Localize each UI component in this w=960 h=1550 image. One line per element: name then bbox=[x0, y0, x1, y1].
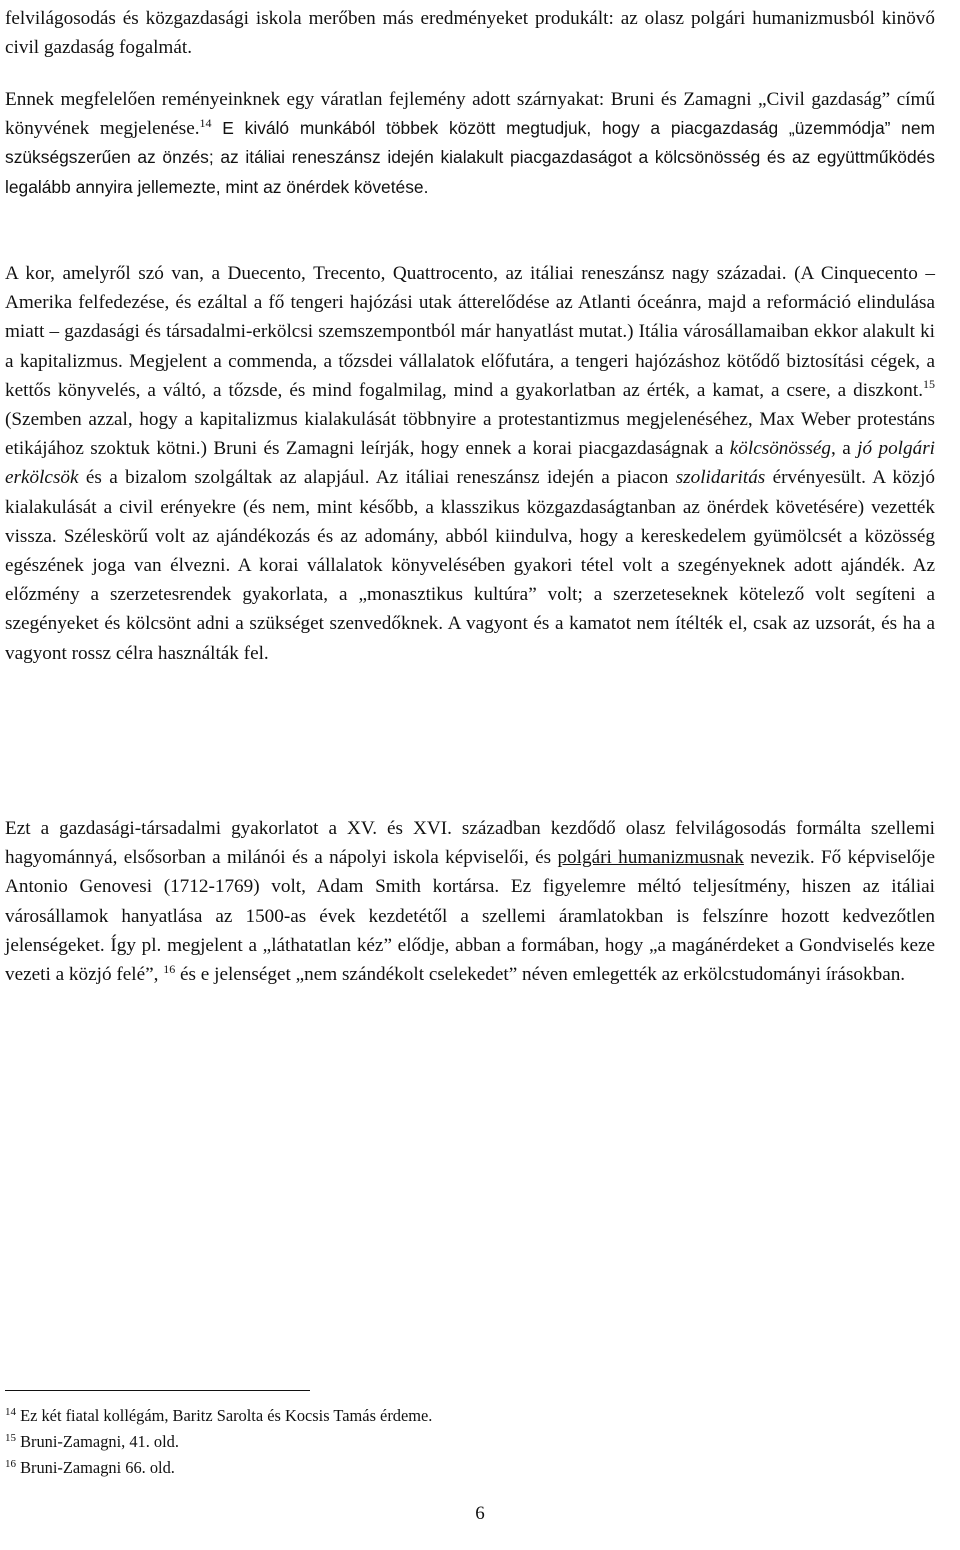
footnote-ref-16[interactable]: 16 bbox=[163, 961, 176, 976]
paragraph-4-part-3: és e jelenséget „nem szándékolt cselekedet” néven emlegették az erkölcstudományi írásokban. bbox=[175, 964, 906, 986]
footnote-14 bbox=[5, 1403, 905, 1429]
paragraph-3-part-1: A kor, amelyről szó van, a Duecento, Trecento, Quattrocento, az itáliai reneszánsz nagy századai. (A Cinquecento – Amerika felfedezése, és ezáltal a fő tengeri hajózási utak átterelődése az Atlanti óceánra, majd a reformáció elindulása miatt – gazdasági és társadalmi-erkölcsi szemszempontból már hanyatlást mutat.) Itália városállamaiban ekkor alakult ki a kapitalizmus. Megjelent a commenda, a tőzsdei vállalatok előfutára, a tengeri hajózáshoz kötődő biztosítási cégek, a kettős könyvelés, a váltó, a tőzsde, és mind fogalmilag, mind a gyakorlatban az érték, a kamat, a csere, a diszkont. bbox=[5, 263, 935, 401]
paragraph-3-part-3: , a bbox=[831, 438, 858, 460]
footnotes bbox=[5, 1403, 905, 1481]
italic-term-kolcsonosseg: kölcsönösség bbox=[729, 438, 832, 460]
footnote-number: 15 bbox=[5, 1431, 16, 1444]
footnote-16 bbox=[5, 1455, 905, 1481]
italic-term-szolidaritas: szolidaritás bbox=[675, 467, 766, 489]
paragraph-bruni-zamagni bbox=[5, 85, 935, 202]
footnote-15 bbox=[5, 1429, 905, 1455]
paragraph-3-part-4: és a bizalom szolgáltak az alapjául. Az itáliai reneszánsz idején a piacon bbox=[78, 467, 676, 489]
footnote-text: Bruni-Zamagni, 41. old. bbox=[16, 1432, 179, 1451]
underlined-term-polgari-humanizmus: polgári humanizmusnak bbox=[557, 847, 744, 869]
footnote-text: Ez két fiatal kollégám, Baritz Sarolta és Kocsis Tamás érdeme. bbox=[16, 1406, 433, 1425]
footnote-ref-15[interactable]: 15 bbox=[923, 377, 935, 392]
paragraph-3-part-5: érvényesült. A közjó kialakulását a civil erényekre (és nem, mint később, a klasszikus közgazdaságtanban az önérdek követésére) vezették vissza. Széleskörű volt az ajándékozás és az adomány, abból kiindulva, hogy a kereskedelem gyümölcsét a közösség egészének joga van élvezni. A korai vállalatok könyvelésében gyakori tétel volt a szegényeknek adott ajándék. Az előzmény a szerzetesrendek gyakorlata, a „monasztikus kultúra” volt; a szerzeteseknek kötelező volt segíteni a szegényeket és kölcsönt adni a szükséget szenvedőknek. A vagyont és a kamatot nem ítélték el, csak az uzsorát, és ha a vagyont rossz célra használták fel. bbox=[5, 467, 935, 664]
footnote-number: 14 bbox=[5, 1405, 16, 1418]
paragraph-2-part-2: E kiváló munkából többek között megtudjuk, hogy a piacgazdaság „üzemmódja” nem szükségszerűen az önzés; az itáliai reneszánsz idején kialakult piacgazdaságot a kölcsönösség és az együttműködés legalább annyira jellemezte, mint az önérdek követése. bbox=[5, 118, 935, 197]
paragraph-enlightenment bbox=[5, 814, 935, 989]
footnote-ref-14[interactable]: 14 bbox=[199, 115, 212, 130]
footnote-text: Bruni-Zamagni 66. old. bbox=[16, 1458, 175, 1477]
page-number: 6 bbox=[475, 1503, 485, 1524]
paragraph-intro-text: felvilágosodás és közgazdasági iskola merőben más eredményeket produkált: az olasz polgári humanizmusból kinövő civil gazdaság fogalmát. bbox=[5, 8, 935, 59]
paragraph-3-part-2: (Szemben azzal, hogy a kapitalizmus kialakulását többnyire a protestantizmus megjelenéséhez, Max Weber protestáns etikájához szoktuk kötni.) Bruni és Zamagni leírják, hogy ennek a korai piacgazdaságnak a bbox=[5, 409, 935, 460]
paragraph-2-part-1: Ennek megfelelően reményeinknek egy váratlan fejlemény adott szárnyakat: Bruni és Zamagni „Civil gazdaság” című könyvének megjelenése. bbox=[5, 89, 935, 140]
footnote-separator bbox=[5, 1390, 310, 1391]
paragraph-4-part-2: nevezik. Fő képviselője Antonio Genovesi (1712-1769) volt, Adam Smith kortársa. Ez figyelemre méltó teljesítmény, hiszen az itáliai városállamok hanyatlása az 1500-as évek kezdetétől a szellemi áramlatokban is felszínre hozott kedvezőtlen jelenségeket. Így pl. megjelent a „láthatatlan kéz” elődje, abban a formában, hogy „a magánérdeket a Gondviselés keze vezeti a közjó felé”, bbox=[5, 847, 935, 986]
paragraph-renaissance bbox=[5, 259, 935, 668]
italic-term-jo-polgari-erkolcsok: jó polgári erkölcsök bbox=[5, 438, 935, 489]
footnote-number: 16 bbox=[5, 1457, 16, 1470]
paragraph-intro bbox=[5, 4, 935, 62]
paragraph-4-part-1: Ezt a gazdasági-társadalmi gyakorlatot a XV. és XVI. században kezdődő olasz felvilágosodás formálta szellemi hagyománnyá, elsősorban a milánói és a nápolyi iskola képviselői, és bbox=[5, 818, 935, 869]
